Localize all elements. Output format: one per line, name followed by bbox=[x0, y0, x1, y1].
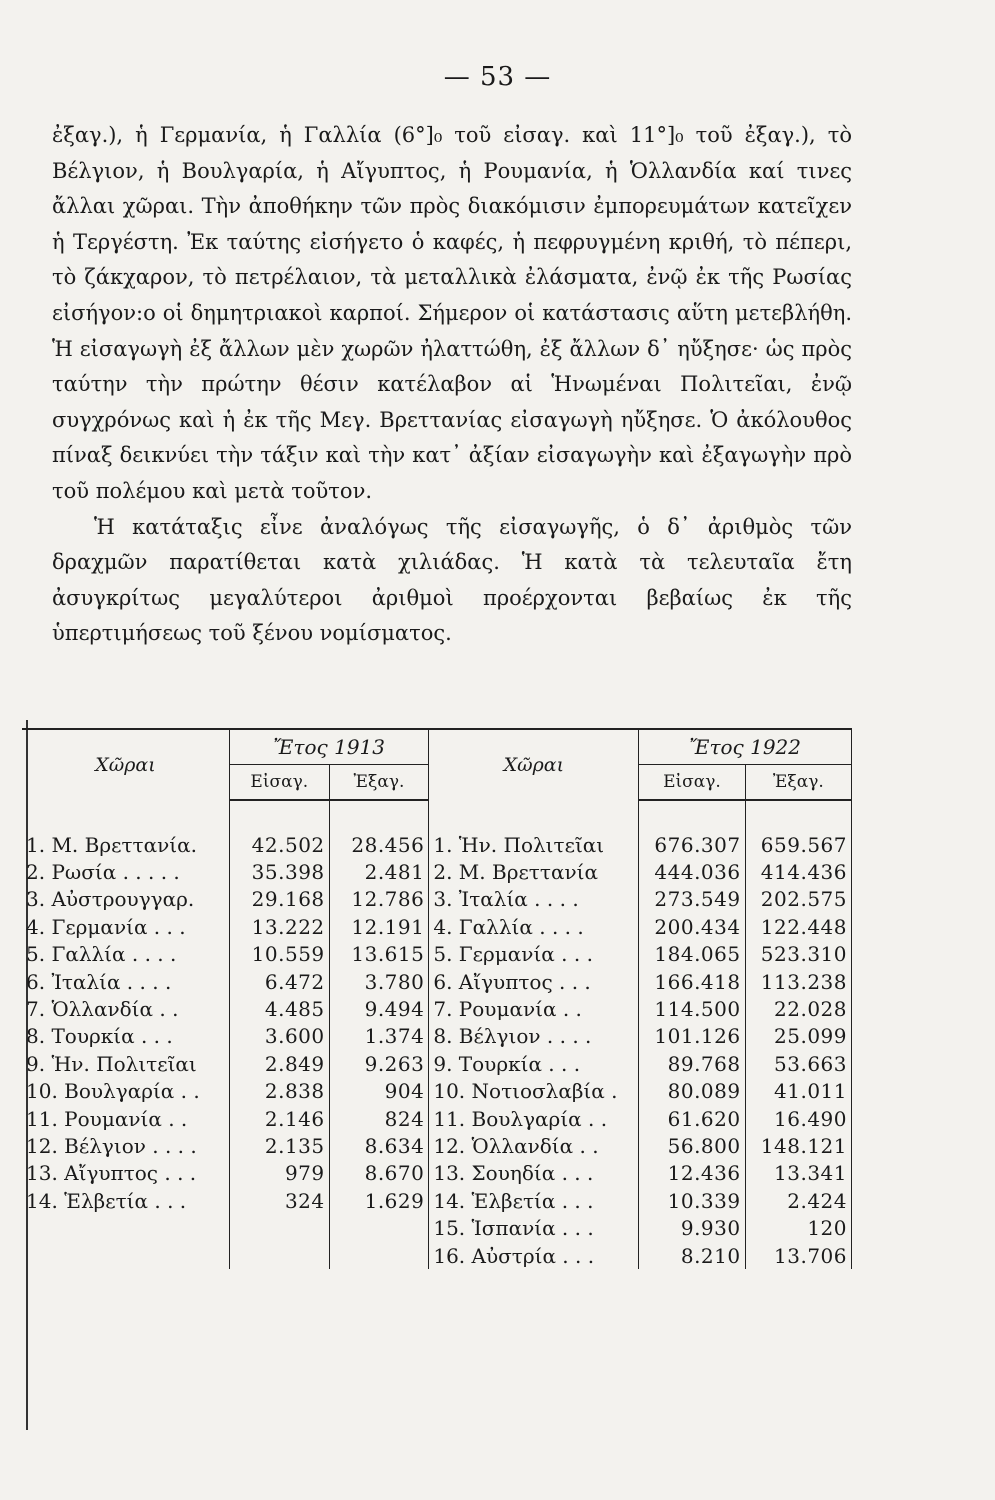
right-export-cell: 523.310 bbox=[745, 941, 851, 968]
right-country-cell: 1. Ἡν. Πολιτεῖαι bbox=[429, 831, 639, 858]
table-row bbox=[22, 1132, 852, 1159]
left-country-cell bbox=[22, 1214, 229, 1241]
left-country-cell: 12. Βέλγιον . . . . bbox=[22, 1132, 229, 1159]
right-export-cell: 53.663 bbox=[745, 1050, 851, 1077]
left-country-cell: 2. Ρωσία . . . . . bbox=[22, 858, 229, 885]
table-row bbox=[22, 995, 852, 1022]
right-import-cell: 676.307 bbox=[639, 831, 745, 858]
right-country-cell: 16. Αὐστρία . . . bbox=[429, 1242, 639, 1269]
left-import-cell bbox=[229, 1242, 329, 1269]
right-import-cell: 200.434 bbox=[639, 913, 745, 940]
trade-table bbox=[22, 728, 852, 1269]
right-export-cell: 202.575 bbox=[745, 886, 851, 913]
left-export-header: Ἐξαγ. bbox=[329, 765, 429, 801]
left-country-cell: 14. Ἑλβετία . . . bbox=[22, 1187, 229, 1214]
left-export-cell: 1.629 bbox=[329, 1187, 429, 1214]
right-country-cell: 5. Γερμανία . . . bbox=[429, 941, 639, 968]
left-export-cell: 8.634 bbox=[329, 1132, 429, 1159]
left-country-cell bbox=[22, 1242, 229, 1269]
right-country-cell: 9. Τουρκία . . . bbox=[429, 1050, 639, 1077]
right-country-cell: 7. Ρουμανία . . bbox=[429, 995, 639, 1022]
left-export-cell: 13.615 bbox=[329, 941, 429, 968]
right-country-header: Χῶραι bbox=[429, 729, 639, 800]
left-country-cell: 9. Ἡν. Πολιτεῖαι bbox=[22, 1050, 229, 1077]
right-import-cell: 444.036 bbox=[639, 858, 745, 885]
right-import-cell: 8.210 bbox=[639, 1242, 745, 1269]
table-row bbox=[22, 831, 852, 858]
left-import-cell: 979 bbox=[229, 1160, 329, 1187]
left-country-cell: 11. Ρουμανία . . bbox=[22, 1105, 229, 1132]
left-year-header: Ἔτος 1913 bbox=[229, 729, 428, 765]
left-import-cell: 6.472 bbox=[229, 968, 329, 995]
table-row bbox=[22, 1214, 852, 1241]
left-import-cell bbox=[229, 1214, 329, 1241]
left-import-cell: 10.559 bbox=[229, 941, 329, 968]
right-country-cell: 14. Ἑλβετία . . . bbox=[429, 1187, 639, 1214]
right-country-cell: 3. Ἰταλία . . . . bbox=[429, 886, 639, 913]
right-country-cell: 6. Αἴγυπτος . . . bbox=[429, 968, 639, 995]
right-export-cell: 659.567 bbox=[745, 831, 851, 858]
table-row bbox=[22, 1187, 852, 1214]
left-export-cell bbox=[329, 1242, 429, 1269]
right-import-cell: 61.620 bbox=[639, 1105, 745, 1132]
left-export-cell: 12.191 bbox=[329, 913, 429, 940]
right-export-cell: 120 bbox=[745, 1214, 851, 1241]
right-import-cell: 184.065 bbox=[639, 941, 745, 968]
table-row bbox=[22, 1242, 852, 1269]
right-import-cell: 56.800 bbox=[639, 1132, 745, 1159]
right-import-cell: 89.768 bbox=[639, 1050, 745, 1077]
left-country-cell: 10. Βουλγαρία . . bbox=[22, 1078, 229, 1105]
left-country-cell: 8. Τουρκία . . . bbox=[22, 1023, 229, 1050]
left-country-cell: 5. Γαλλία . . . . bbox=[22, 941, 229, 968]
right-country-cell: 12. Ὁλλανδία . . bbox=[429, 1132, 639, 1159]
left-export-cell: 3.780 bbox=[329, 968, 429, 995]
paragraph-2: Ἡ κατάταξις εἶνε ἀναλόγως τῆς εἰσαγωγῆς, ὁ δ᾽ ἀριθμὸς τῶν δραχμῶν παρατίθεται κατὰ χιλιάδας. Ἡ κατὰ τὰ τελευταῖα ἔτη ἀσυγκρίτως μεγαλύτεροι ἀριθμοὶ προέρχονται βεβαίως ἐκ τῆς ὑπερτιμήσεως τοῦ ξένου νομίσματος. bbox=[52, 514, 852, 646]
right-export-cell: 2.424 bbox=[745, 1187, 851, 1214]
left-import-cell: 2.135 bbox=[229, 1132, 329, 1159]
right-export-cell: 16.490 bbox=[745, 1105, 851, 1132]
right-country-cell: 4. Γαλλία . . . . bbox=[429, 913, 639, 940]
right-import-cell: 166.418 bbox=[639, 968, 745, 995]
right-export-cell: 41.011 bbox=[745, 1078, 851, 1105]
table-row bbox=[22, 968, 852, 995]
right-export-header: Ἐξαγ. bbox=[745, 765, 851, 801]
right-country-cell: 11. Βουλγαρία . . bbox=[429, 1105, 639, 1132]
right-year-header: Ἔτος 1922 bbox=[639, 729, 852, 765]
right-import-cell: 10.339 bbox=[639, 1187, 745, 1214]
left-export-cell: 28.456 bbox=[329, 831, 429, 858]
left-import-cell: 2.849 bbox=[229, 1050, 329, 1077]
right-export-cell: 122.448 bbox=[745, 913, 851, 940]
paragraph-1: ἐξαγ.), ἡ Γερμανία, ἡ Γαλλία (6°]₀ τοῦ εἰσαγ. καὶ 11°]₀ τοῦ ἐξαγ.), τὸ Βέλγιον, ἡ Βουλγαρία, ἡ Αἴγυπτος, ἡ Ρουμανία, ἡ Ὁλλανδία καί τινες ἄλλαι χῶραι. Τὴν ἀποθήκην τῶν πρὸς διακόμισιν ἐμπορευμάτων κατεῖχεν ἡ Τεργέστη. Ἐκ ταύτης εἰσήγετο ὁ καφές, ἡ πεφρυγμένη κριθή, τὸ πέπερι, τὸ ζάκχαρον, τὸ πετρέλαιον, τὰ μεταλλικὰ ἐλάσματα, ἐνῷ ἐκ τῆς Ρωσίας εἰσήγον:ο οἱ δημητριακοὶ καρποί. Σήμερον οἱ κατάστασις αὕτη μετεβλήθη. Ἡ εἰσαγωγὴ ἐξ ἄλλων μὲν χωρῶν ἠλαττώθη, ἐξ ἄλλων δ᾽ ηὔξησε· ὡς πρὸς ταύτην τὴν πρώτην θέσιν κατέλαβον αἱ Ἡνωμέναι Πολιτεῖαι, ἐνῷ συγχρόνως καὶ ἡ ἐκ τῆς Μεγ. Βρεττανίας εἰσαγωγὴ ηὔξησε. Ὁ ἀκόλουθος πίναξ δεικνύει τὴν τάξιν καὶ τὴν κατ᾽ ἀξίαν εἰσαγωγὴν καὶ ἐξαγωγὴν πρὸ τοῦ πολέμου καὶ μετὰ τοῦτον. bbox=[52, 123, 852, 503]
left-export-cell: 12.786 bbox=[329, 886, 429, 913]
page-number: — 53 — bbox=[443, 62, 552, 92]
right-import-header: Εἰσαγ. bbox=[639, 765, 745, 801]
left-country-cell: 3. Αὐστρουγγαρ. bbox=[22, 886, 229, 913]
left-country-cell: 13. Αἴγυπτος . . . bbox=[22, 1160, 229, 1187]
right-export-cell: 414.436 bbox=[745, 858, 851, 885]
left-export-cell: 824 bbox=[329, 1105, 429, 1132]
left-import-cell: 13.222 bbox=[229, 913, 329, 940]
left-import-cell: 4.485 bbox=[229, 995, 329, 1022]
right-export-cell: 113.238 bbox=[745, 968, 851, 995]
left-import-cell: 2.146 bbox=[229, 1105, 329, 1132]
table-row bbox=[22, 941, 852, 968]
table-row bbox=[22, 858, 852, 885]
left-export-cell bbox=[329, 1214, 429, 1241]
left-country-cell: 7. Ὁλλανδία . . bbox=[22, 995, 229, 1022]
right-import-cell: 80.089 bbox=[639, 1078, 745, 1105]
left-import-cell: 324 bbox=[229, 1187, 329, 1214]
body-text bbox=[52, 118, 852, 652]
left-export-cell: 904 bbox=[329, 1078, 429, 1105]
left-import-cell: 3.600 bbox=[229, 1023, 329, 1050]
right-import-cell: 12.436 bbox=[639, 1160, 745, 1187]
right-import-cell: 9.930 bbox=[639, 1214, 745, 1241]
right-country-cell: 8. Βέλγιον . . . . bbox=[429, 1023, 639, 1050]
right-export-cell: 148.121 bbox=[745, 1132, 851, 1159]
left-country-cell: 4. Γερμανία . . . bbox=[22, 913, 229, 940]
left-export-cell: 1.374 bbox=[329, 1023, 429, 1050]
left-export-cell: 9.494 bbox=[329, 995, 429, 1022]
left-import-cell: 29.168 bbox=[229, 886, 329, 913]
left-export-cell: 9.263 bbox=[329, 1050, 429, 1077]
table-row bbox=[22, 886, 852, 913]
left-import-header: Εἰσαγ. bbox=[229, 765, 329, 801]
right-export-cell: 25.099 bbox=[745, 1023, 851, 1050]
right-country-cell: 2. Μ. Βρεττανία bbox=[429, 858, 639, 885]
left-export-cell: 8.670 bbox=[329, 1160, 429, 1187]
left-import-cell: 42.502 bbox=[229, 831, 329, 858]
right-country-cell: 13. Σουηδία . . . bbox=[429, 1160, 639, 1187]
right-country-cell: 10. Νοτιοσλαβία . bbox=[429, 1078, 639, 1105]
table-row bbox=[22, 1160, 852, 1187]
right-export-cell: 13.341 bbox=[745, 1160, 851, 1187]
table-row bbox=[22, 1023, 852, 1050]
left-import-cell: 35.398 bbox=[229, 858, 329, 885]
right-import-cell: 114.500 bbox=[639, 995, 745, 1022]
left-country-header: Χῶραι bbox=[22, 729, 229, 800]
table-row bbox=[22, 1105, 852, 1132]
right-country-cell: 15. Ἱσπανία . . . bbox=[429, 1214, 639, 1241]
right-import-cell: 101.126 bbox=[639, 1023, 745, 1050]
right-export-cell: 22.028 bbox=[745, 995, 851, 1022]
left-export-cell: 2.481 bbox=[329, 858, 429, 885]
table-row bbox=[22, 913, 852, 940]
table-row bbox=[22, 1050, 852, 1077]
left-import-cell: 2.838 bbox=[229, 1078, 329, 1105]
left-country-cell: 6. Ἰταλία . . . . bbox=[22, 968, 229, 995]
trade-table-body bbox=[22, 800, 852, 1269]
right-import-cell: 273.549 bbox=[639, 886, 745, 913]
table-row bbox=[22, 1078, 852, 1105]
right-export-cell: 13.706 bbox=[745, 1242, 851, 1269]
left-country-cell: 1. Μ. Βρεττανία. bbox=[22, 831, 229, 858]
